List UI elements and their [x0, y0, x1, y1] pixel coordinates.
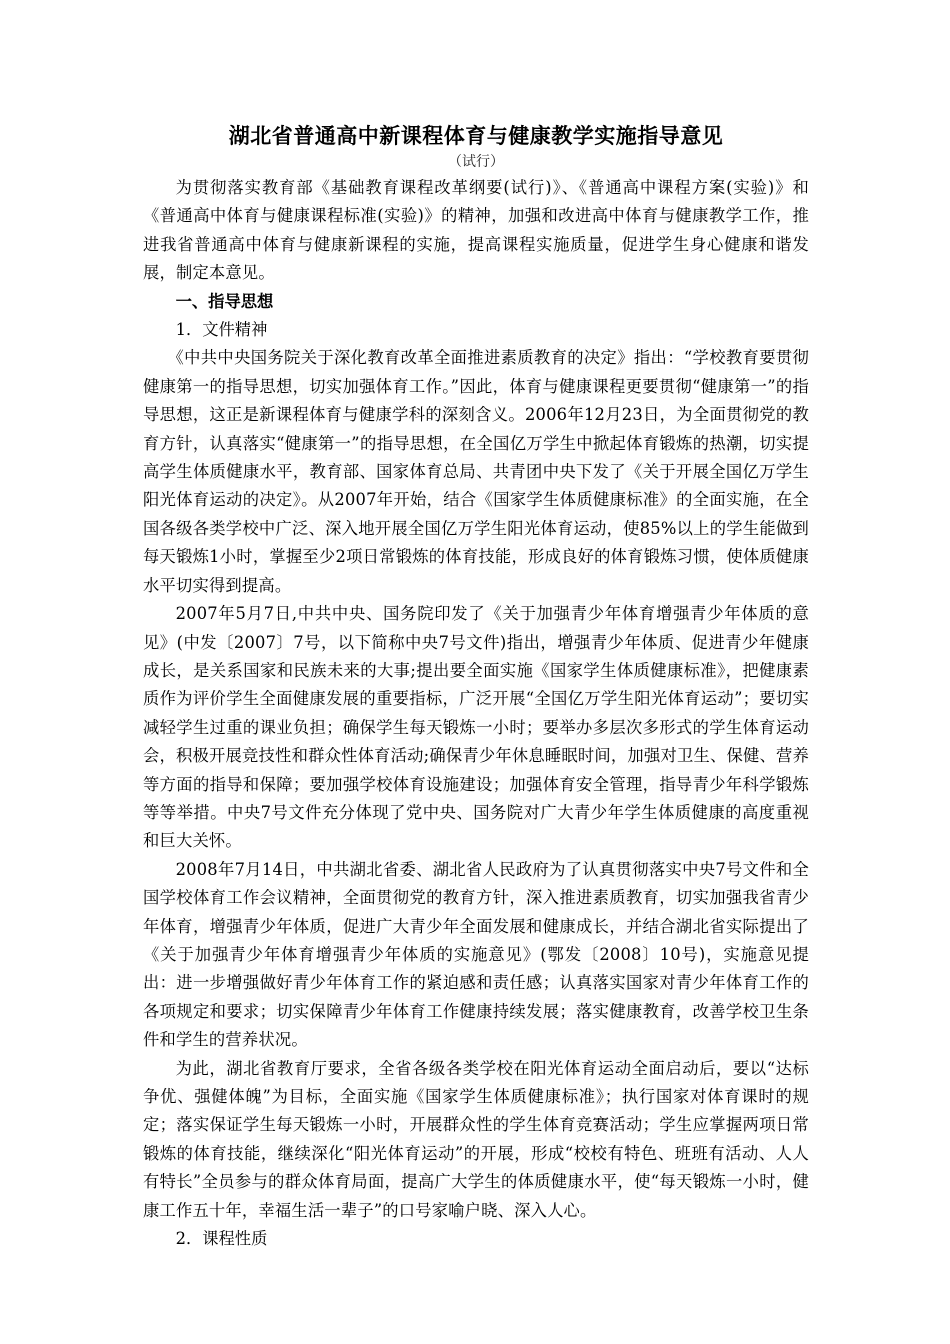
document-title: 湖北省普通高中新课程体育与健康教学实施指导意见 [228, 124, 724, 148]
document-subtitle: （试行） [448, 154, 504, 170]
body-paragraph-1: 《中共中央国务院关于深化教育改革全面推进素质教育的决定》指出：“学校教育要贯彻健康第一的指导思想，切实加强体育工作。”因此，体育与健康课程更要贯彻“健康第一”的指导思想，这正是新课程体育与健康学科的深刻含义。2006年12月23日，为全面贯彻党的教育方针，认真落实“健康第一”的指导思想，在全国亿万学生中掀起体育锻炼的热潮，切实提高学生体质健康水平，教育部、国家体育总局、共青团中央下发了《关于开展全国亿万学生阳光体育运动的决定》。从2007年开始，结合《国家学生体质健康标准》的全面实施，在全国各级各类学校中广泛、深入地开展全国亿万学生阳光体育运动，使85%以上的学生能做到每天锻炼1小时，掌握至少2项日常锻炼的体育技能，形成良好的体育锻炼习惯，使体质健康水平切实得到提高。 [143, 348, 809, 595]
subsection-heading-course-nature: 2．课程性质 [175, 1229, 268, 1249]
subsection-heading-document-spirit: 1．文件精神 [175, 320, 268, 340]
body-paragraph-2: 2007年5月7日,中共中央、国务院印发了《关于加强青少年体育增强青少年体质的意见》(中发〔2007〕7号，以下简称中央7号文件)指出，增强青少年体质、促进青少年健康成长，是关系国家和民族未来的大事;提出要全面实施《国家学生体质健康标准》，把健康素质作为评价学生全面健康发展的重要指标，广泛开展“全国亿万学生阳光体育运动”；要切实减轻学生过重的课业负担；确保学生每天锻炼一小时；要举办多层次多形式的学生体育运动会，积极开展竞技性和群众性体育活动;确保青少年休息睡眠时间，加强对卫生、保健、营养等方面的指导和保障；要加强学校体育设施建设；加强体育安全管理，指导青少年科学锻炼等等举措。中央7号文件充分体现了党中央、国务院对广大青少年学生体质健康的高度重视和巨大关怀。 [143, 604, 809, 851]
body-paragraph-4: 为此，湖北省教育厅要求，全省各级各类学校在阳光体育运动全面启动后，要以“达标争优、强健体魄”为目标，全面实施《国家学生体质健康标准》；执行国家对体育课时的规定；落实保证学生每天锻炼一小时，开展群众性的学生体育竞赛活动；学生应掌握两项日常锻炼的体育技能，继续深化“阳光体育运动”的开展，形成“校校有特色、班班有活动、人人有特长”全员参与的群众体育局面，提高广大学生的体质健康水平，使“每天锻炼一小时，健康工作五十年，幸福生活一辈子”的口号家喻户晓、深入人心。 [143, 1058, 809, 1220]
section-heading-guiding-ideology: 一、指导思想 [175, 291, 274, 311]
document-page [143, 120, 809, 1253]
body-paragraph-3: 2008年7月14日，中共湖北省委、湖北省人民政府为了认真贯彻落实中央7号文件和全国学校体育工作会议精神，全面贯彻党的教育方针，深入推进素质教育，切实加强我省青少年体育，增强青少年体质，促进广大青少年全面发展和健康成长，并结合湖北省实际提出了《关于加强青少年体育增强青少年体质的实施意见》(鄂发〔2008〕10号)，实施意见提出：进一步增强做好青少年体育工作的紧迫感和责任感；认真落实国家对青少年体育工作的各项规定和要求；切实保障青少年体育工作健康持续发展；落实健康教育，改善学校卫生条件和学生的营养状况。 [143, 859, 809, 1050]
intro-paragraph: 为贯彻落实教育部《基础教育课程改革纲要(试行)》、《普通高中课程方案(实验)》和《普通高中体育与健康课程标准(实验)》的精神，加强和改进高中体育与健康教学工作，推进我省普通高中体育与健康新课程的实施，提高课程实施质量，促进学生身心健康和谐发展，制定本意见。 [143, 178, 809, 283]
